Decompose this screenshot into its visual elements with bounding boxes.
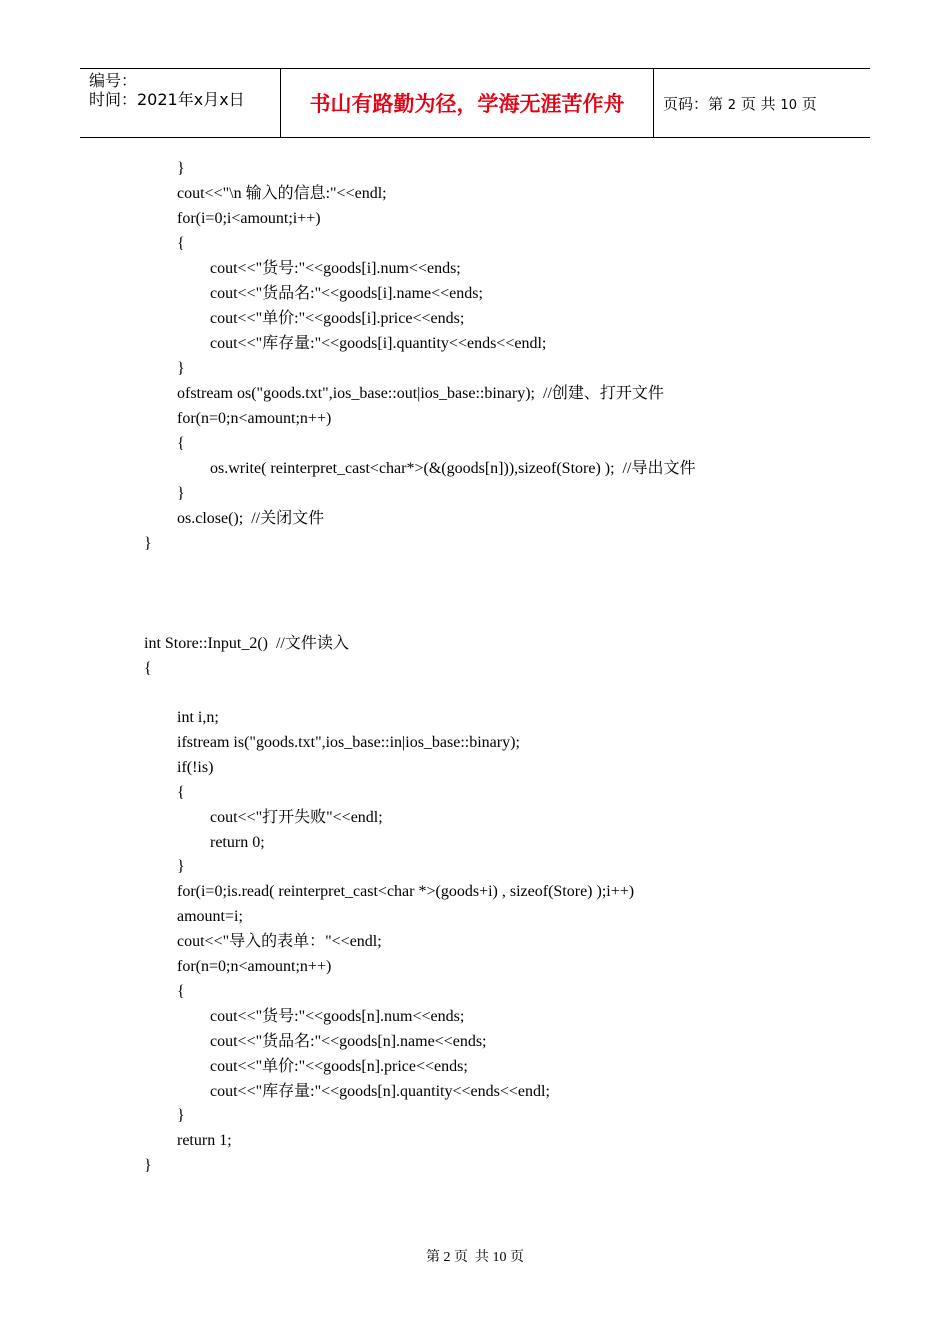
- code-line: for(i=0;i<amount;i++): [177, 210, 321, 227]
- code-line: {: [144, 660, 152, 677]
- code-line: os.write( reinterpret_cast<char*>(&(goods[n])),sizeof(Store) ); //导出文件: [210, 460, 696, 477]
- code-line: {: [177, 983, 185, 1000]
- code-line: }: [177, 360, 185, 377]
- code-line: {: [177, 235, 185, 252]
- page-header: [80, 68, 870, 138]
- header-motto: 书山有路勤为径，学海无涯苦作舟: [309, 92, 625, 116]
- header-page-indicator: [663, 94, 817, 116]
- code-line: for(n=0;n<amount;n++): [177, 958, 332, 975]
- code-line: int i,n;: [177, 709, 219, 726]
- code-line: if(!is): [177, 759, 214, 776]
- code-line: int Store::Input_2() //文件读入: [144, 635, 349, 652]
- header-motto-cell: [281, 69, 654, 137]
- footer-page-current: 2: [443, 1250, 451, 1265]
- code-line: return 0;: [210, 834, 265, 851]
- footer-page-total: 10: [492, 1250, 507, 1265]
- header-page-cell: [654, 69, 870, 137]
- code-line: }: [177, 485, 185, 502]
- code-line: amount=i;: [177, 908, 243, 925]
- header-page-current: 2: [727, 98, 737, 113]
- document-number-label: 编号：: [89, 71, 138, 90]
- footer-page-suffix: 页: [510, 1250, 524, 1265]
- code-line: cout<<"单价:"<<goods[n].price<<ends;: [210, 1058, 468, 1075]
- code-line: cout<<"货品名:"<<goods[n].name<<ends;: [210, 1033, 487, 1050]
- code-line: ifstream is("goods.txt",ios_base::in|ios_base::binary);: [177, 734, 520, 751]
- code-line: for(i=0;is.read( reinterpret_cast<char *>(goods+i) , sizeof(Store) );i++): [177, 883, 635, 900]
- page-footer: [0, 1246, 950, 1266]
- header-page-prefix: 页码：第: [663, 95, 724, 113]
- code-line: }: [144, 535, 152, 552]
- code-line: cout<<"库存量:"<<goods[n].quantity<<ends<<endl;: [210, 1083, 550, 1100]
- code-line: cout<<"货号:"<<goods[n].num<<ends;: [210, 1008, 465, 1025]
- code-line: }: [177, 858, 185, 875]
- code-line: cout<<"打开失败"<<endl;: [210, 809, 383, 826]
- code-line: {: [177, 435, 185, 452]
- code-line: cout<<"货号:"<<goods[i].num<<ends;: [210, 260, 461, 277]
- code-line: os.close(); //关闭文件: [177, 510, 325, 527]
- code-line: {: [177, 784, 185, 801]
- code-line: cout<<"导入的表单："<<endl;: [177, 933, 382, 950]
- code-line: cout<<"单价:"<<goods[i].price<<ends;: [210, 310, 465, 327]
- code-line: cout<<"库存量:"<<goods[i].quantity<<ends<<endl;: [210, 335, 547, 352]
- header-page-suffix: 页: [801, 95, 817, 113]
- code-line: }: [177, 160, 185, 177]
- code-line: cout<<"\n 输入的信息:"<<endl;: [177, 185, 387, 202]
- header-page-total: 10: [780, 98, 797, 113]
- code-line: for(n=0;n<amount;n++): [177, 410, 332, 427]
- code-line: }: [177, 1107, 185, 1124]
- footer-page-prefix: 第: [426, 1250, 440, 1265]
- header-page-mid: 页 共: [740, 95, 776, 113]
- header-meta-cell: [80, 69, 281, 137]
- footer-page-mid: 页 共: [454, 1250, 489, 1265]
- code-line: }: [144, 1157, 152, 1174]
- code-line: return 1;: [177, 1132, 232, 1149]
- document-date-label: 时间：2021年x月x日: [89, 90, 245, 109]
- code-line: ofstream os("goods.txt",ios_base::out|ios_base::binary); //创建、打开文件: [177, 385, 664, 402]
- code-line: cout<<"货品名:"<<goods[i].name<<ends;: [210, 285, 483, 302]
